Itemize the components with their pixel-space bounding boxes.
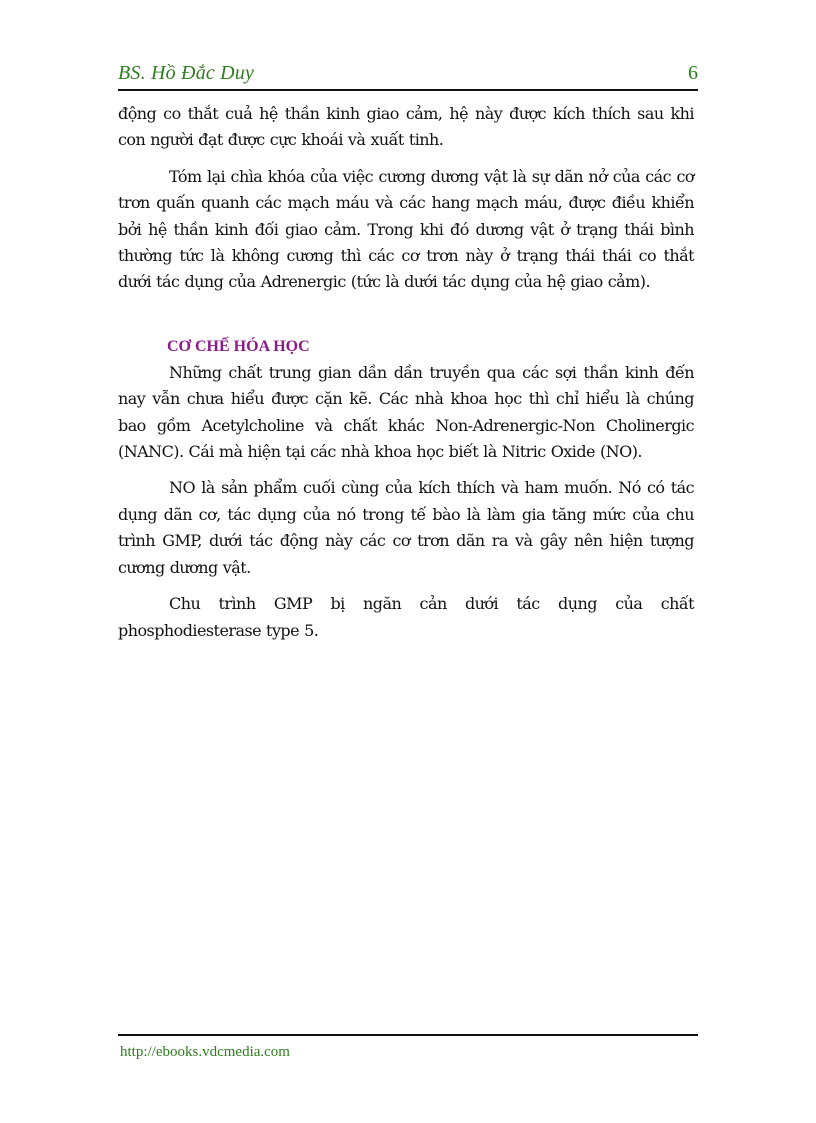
footer-link[interactable]: http://ebooks.vdcmedia.com <box>120 1044 290 1060</box>
page-body <box>118 101 694 644</box>
body-paragraph-3: Những chất trung gian dần dần truyền qua các sợi thần kinh đến nay vẫn chưa hiểu được cặn kẽ. Các nhà khoa học thì chỉ hiểu là chúng bao gồm Acetylcholine và chất khác Non-Adrenergic-Non Cholinergic (NANC). Cái mà hiện tại các nhà khoa học biết là Nitric Oxide (NO). <box>118 362 694 462</box>
body-paragraph-4: NO là sản phẩm cuối cùng của kích thích và ham muốn. Nó có tác dụng dãn cơ, tác dụng của nó trong tế bào là làm gia tăng mức của chu trình GMP, dưới tác động này các cơ trơn dãn ra và gây nên hiện tượng cương dương vật. <box>118 478 694 577</box>
page-header <box>118 62 698 88</box>
footer-divider <box>118 1034 698 1036</box>
body-paragraph-5: Chu trình GMP bị ngăn cản dưới tác dụng của chất phosphodiesterase type 5. <box>118 594 694 640</box>
body-paragraph-1: động co thắt cuả hệ thần kinh giao cảm, hệ này được kích thích sau khi con người đạt được cực khoái và xuất tinh. <box>118 104 694 150</box>
page-number: 6 <box>688 62 698 84</box>
section-heading: CƠ CHẾ HÓA HỌC <box>167 337 310 355</box>
header-divider <box>118 89 698 91</box>
body-paragraph-2: Tóm lại chìa khóa của việc cương dương vật là sự dãn nở của các cơ trơn quấn quanh các mạch máu và các hang mạch máu, được điều khiển bởi hệ thần kinh đối giao cảm. Trong khi đó dương vật ở trạng thái bình thường tức là không cương thì các cơ trơn này ở trạng thái thái co thắt dưới tác dụng của Adrenergic (tức là dưới tác dụng của hệ giao cảm). <box>118 166 694 292</box>
author-title: BS. Hồ Đắc Duy <box>118 62 255 84</box>
